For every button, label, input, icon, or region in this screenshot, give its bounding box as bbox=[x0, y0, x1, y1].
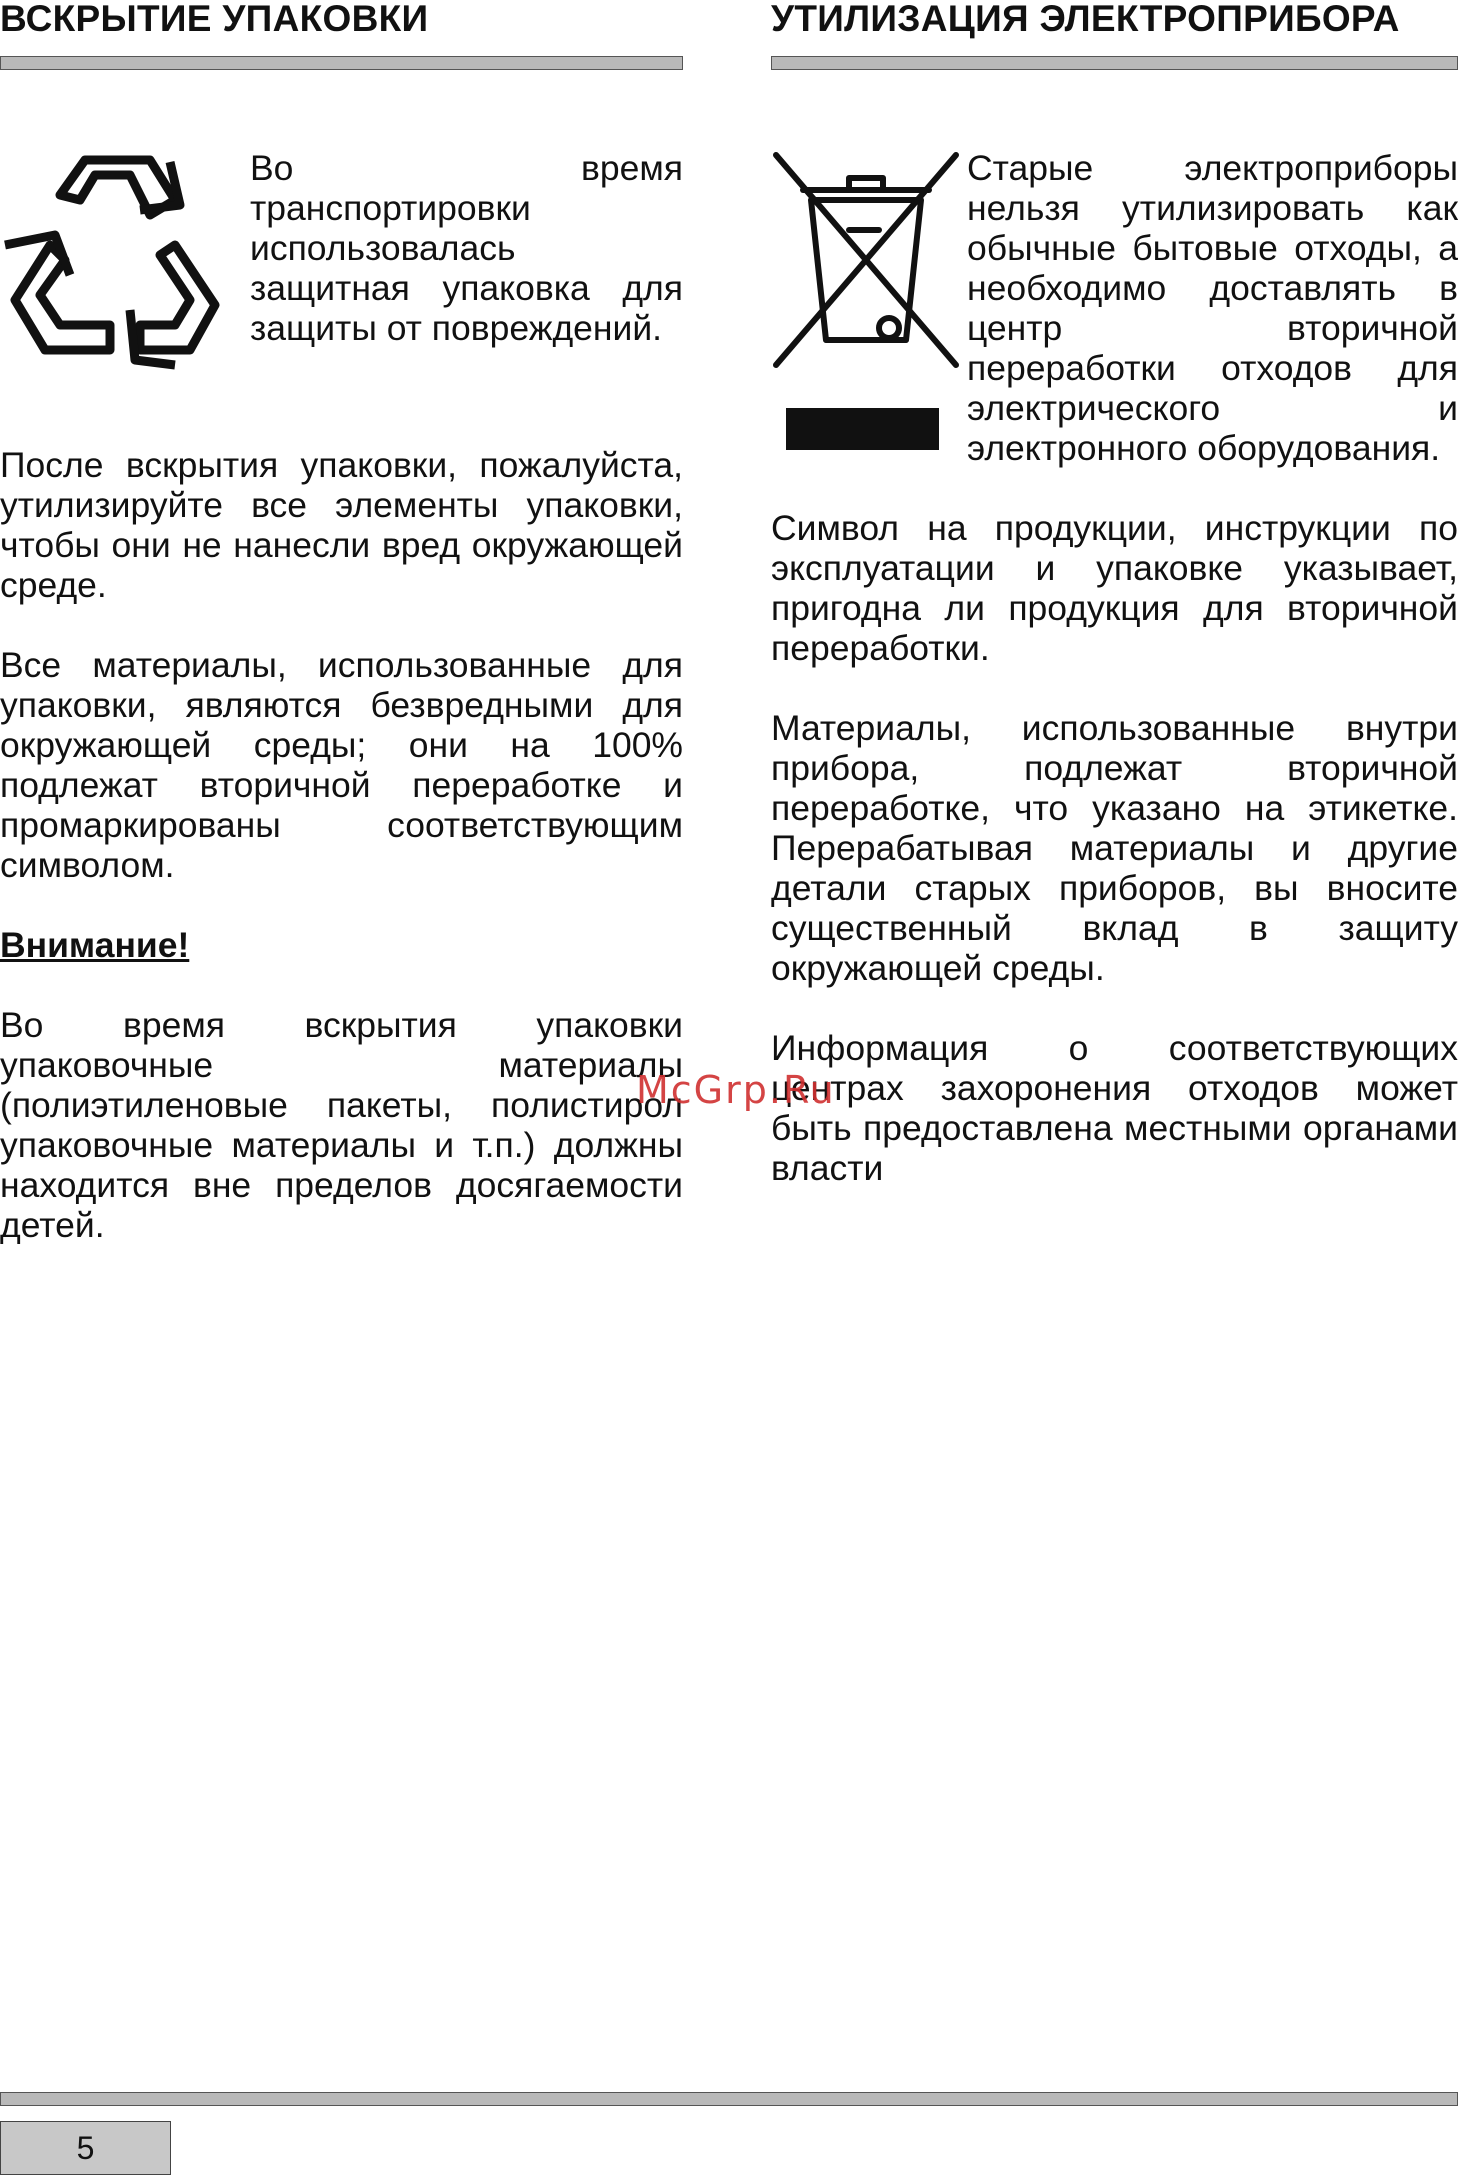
paragraph: Материалы, использованные внутри прибора, подлежат вторичной переработке, что указано на этикетке. Перерабатывая материалы и другие детали старых приборов, вы вносите существенный вклад в защиту окружающей среды. bbox=[771, 708, 1458, 988]
paragraph: После вскрытия упаковки, пожалуйста, утилизируйте все элементы упаковки, чтобы они не нанесли вред окружающей среде. bbox=[0, 445, 683, 605]
section-rule bbox=[771, 56, 1458, 70]
section-title-disposal: УТИЛИЗАЦИЯ ЭЛЕКТРОПРИБОРА bbox=[771, 0, 1400, 39]
left-column bbox=[0, 0, 683, 1245]
paragraph: Символ на продукции, инструкции по эксплуатации и упаковке указывает, пригодна ли продукция для вторичной переработки. bbox=[771, 508, 1458, 668]
crossed-bin-icon bbox=[771, 150, 967, 461]
intro-paragraph: Во время транспортировки использовалась защитная упаковка для защиты от повреждений. bbox=[250, 148, 683, 348]
paragraph: Все материалы, использованные для упаковки, являются безвредными для окружающей среды; они на 100% подлежат вторичной переработке и промаркированы соответствующим символом. bbox=[0, 645, 683, 885]
intro-paragraph: Старые электроприборы нельзя утилизировать как обычные бытовые отходы, а необходимо доставлять в центр вторичной переработки отходов для электрического и электронного оборудования. bbox=[967, 148, 1458, 468]
attention-heading: Внимание! bbox=[0, 925, 190, 965]
recycle-icon bbox=[0, 150, 250, 375]
intro-block bbox=[771, 150, 1458, 468]
page-number: 5 bbox=[0, 2121, 171, 2175]
section-title-unpacking: ВСКРЫТИЕ УПАКОВКИ bbox=[0, 0, 429, 39]
footer-rule bbox=[0, 2092, 1458, 2106]
watermark: McGrp.Ru bbox=[636, 1068, 836, 1112]
intro-block bbox=[0, 150, 683, 375]
section-rule bbox=[0, 56, 683, 70]
paragraph: Информация о соответствующих центрах захоронения отходов может быть предоставлена местными органами власти bbox=[771, 1028, 1458, 1188]
warning-paragraph: Во время вскрытия упаковки упаковочные материалы (полиэтиленовые пакеты, полистирол упаковочные материалы и т.п.) должны находится вне пределов досягаемости детей. bbox=[0, 1005, 683, 1245]
right-column bbox=[771, 0, 1458, 1188]
